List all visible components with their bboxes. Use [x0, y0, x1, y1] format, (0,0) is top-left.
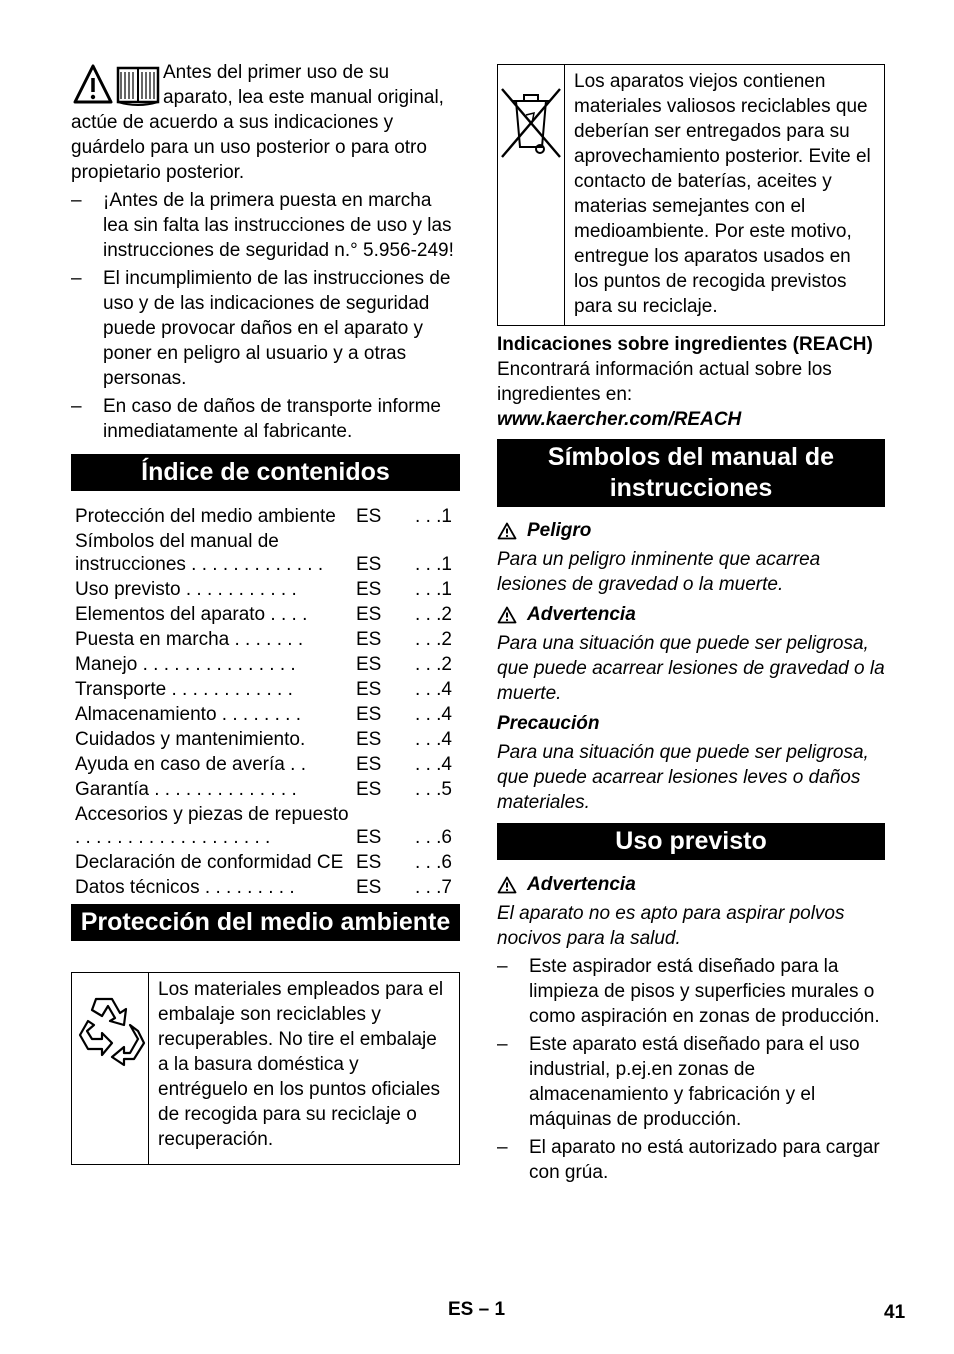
- toc-entry-lang: ES: [356, 779, 382, 800]
- list-item: – El aparato no está autorizado para cargar con grúa.: [497, 1135, 885, 1185]
- toc-entry-lang: ES: [356, 679, 382, 700]
- toc-entry-lang: ES: [356, 604, 382, 625]
- toc-entry[interactable]: [71, 578, 460, 603]
- list-item: – ¡Antes de la primera puesta en marcha lea sin falta las instrucciones de uso y las instrucciones de seguridad n.° 5.956-249!: [71, 188, 460, 263]
- toc-entry-page: . . .2: [415, 604, 452, 625]
- toc-entry-page: . . .2: [415, 654, 452, 675]
- use-warning-label-row: [497, 872, 885, 897]
- intro-block: [71, 60, 460, 185]
- toc-entry[interactable]: [71, 803, 460, 851]
- toc-entry-lang: ES: [356, 827, 382, 848]
- list-item: – El incumplimiento de las instrucciones de uso y de las indicaciones de seguridad puede provocar daños en el aparato y poner en peligro al usuario y a otras personas.: [71, 266, 460, 391]
- toc-entry-lang: ES: [356, 729, 382, 750]
- toc-entry-lang: ES: [356, 554, 382, 575]
- recycle-cell: [72, 973, 149, 1164]
- toc-table: [71, 505, 460, 901]
- toc-entry-page: . . .4: [415, 704, 452, 725]
- toc-entry-title: Puesta en marcha . . . . . . .: [75, 629, 304, 650]
- reach-title: Indicaciones sobre ingredientes (REACH): [497, 334, 873, 355]
- use-warning-text: El aparato no es apto para aspirar polvos nocivos para la salud.: [497, 903, 845, 949]
- toc-entry[interactable]: [71, 778, 460, 803]
- toc-entry-page: . . .4: [415, 679, 452, 700]
- caution-text: Para una situación que puede ser peligrosa, que puede acarrear lesiones leves o daños materiales.: [497, 742, 869, 813]
- toc-entry-title: Protección del medio ambiente: [75, 506, 336, 527]
- left-column: [71, 60, 460, 1165]
- toc-entry-title: Cuidados y mantenimiento.: [75, 729, 306, 750]
- danger-label-row: [497, 518, 885, 543]
- toc-entry-title: Transporte . . . . . . . . . . . .: [75, 679, 293, 700]
- toc-entry-lang: ES: [356, 629, 382, 650]
- toc-entry-title: Uso previsto . . . . . . . . . . .: [75, 579, 297, 600]
- toc-entry[interactable]: [71, 851, 460, 876]
- toc-entry-title: Accesorios y piezas de repuesto . . . . . . . . . . . . . . . . . . .: [75, 804, 349, 848]
- list-item: – Este aspirador está diseñado para la limpieza de pisos y superficies murales o como aspiración en zonas de producción.: [497, 954, 885, 1029]
- warning-triangle-icon: [497, 606, 517, 624]
- toc-entry-page: . . .4: [415, 754, 452, 775]
- toc-entry[interactable]: [71, 728, 460, 753]
- toc-entry-lang: ES: [356, 704, 382, 725]
- toc-heading: Índice de contenidos: [71, 454, 460, 491]
- toc-entry[interactable]: [71, 530, 460, 578]
- packaging-text: Los materiales empleados para el embalaje son reciclables y recuperables. No tire el embalaje a la basura doméstica y entréguelo en los puntos oficiales de recogida para su reciclaje o recuperación.: [158, 979, 444, 1150]
- toc-entry-page: . . .5: [415, 779, 452, 800]
- toc-entry[interactable]: [71, 628, 460, 653]
- toc-entry-title: Símbolos del manual de instrucciones . . . . . . . . . . . . .: [75, 531, 324, 575]
- toc-entry-title: Declaración de conformidad CE: [75, 852, 344, 873]
- right-column: [497, 64, 885, 1185]
- toc-entry-page: . . .7: [415, 877, 452, 898]
- list-item: – Este aparato está diseñado para el uso industrial, p.ej.en zonas de almacenamiento y fabricación y el máquinas de producción.: [497, 1032, 885, 1132]
- toc-entry-title: Manejo . . . . . . . . . . . . . . .: [75, 654, 296, 675]
- environment-heading: Protección del medio ambiente: [71, 904, 460, 941]
- intro-list: [71, 188, 460, 444]
- toc-entry-title: Garantía . . . . . . . . . . . . . .: [75, 779, 297, 800]
- toc-entry-lang: ES: [356, 754, 382, 775]
- use-warning-label: Advertencia: [527, 874, 636, 895]
- toc-entry-lang: ES: [356, 654, 382, 675]
- toc-entry[interactable]: [71, 505, 460, 530]
- toc-entry-page: . . .1: [415, 579, 452, 600]
- intended-use-heading: Uso previsto: [497, 823, 885, 860]
- warning-triangle-icon: [497, 522, 517, 540]
- warning-label-row: [497, 602, 885, 627]
- warning-manual-icon: [71, 62, 163, 108]
- toc-entry-title: Datos técnicos . . . . . . . . .: [75, 877, 295, 898]
- caution-label: Precaución: [497, 713, 600, 734]
- intro-text: Antes del primer uso de su aparato, lea este manual original, actúe de acuerdo a sus indicaciones y guárdelo para un uso posterior o para otro propietario posterior.: [71, 62, 444, 183]
- toc-entry-title: Elementos del aparato . . . .: [75, 604, 308, 625]
- footer-section-code: ES – 1: [448, 1299, 506, 1320]
- warning-triangle-icon: [497, 876, 517, 894]
- old-devices-text: Los aparatos viejos contienen materiales valiosos reciclables que deberían ser entregados para su aprovechamiento posterior. Evite el contacto de baterías, aceites y materias semejantes con el medioambiente. Por este motivo, entregue los aparatos usados en los puntos de recogida previstos para su reciclaje.: [574, 71, 871, 317]
- warning-text: Para una situación que puede ser peligrosa, que puede acarrear lesiones de gravedad o la muerte.: [497, 633, 885, 704]
- toc-entry[interactable]: [71, 678, 460, 703]
- list-item: – En caso de daños de transporte informe inmediatamente al fabricante.: [71, 394, 460, 444]
- toc-entry[interactable]: [71, 876, 460, 901]
- toc-entry-page: . . .2: [415, 629, 452, 650]
- toc-entry-lang: ES: [356, 852, 382, 873]
- footer-page-number: 41: [884, 1302, 906, 1323]
- warning-label: Advertencia: [527, 604, 636, 625]
- crossed-bin-icon: [498, 85, 564, 161]
- old-devices-box: [497, 64, 885, 326]
- toc-entry-title: Ayuda en caso de avería . .: [75, 754, 306, 775]
- intro-icons: [71, 62, 163, 108]
- danger-label: Peligro: [527, 520, 592, 541]
- intended-use-list: [497, 954, 885, 1185]
- reach-text: Encontrará información actual sobre los ingredientes en:: [497, 359, 832, 405]
- toc-entry-lang: ES: [356, 579, 382, 600]
- toc-entry-page: . . .4: [415, 729, 452, 750]
- symbols-heading: Símbolos del manual de instrucciones: [497, 439, 885, 507]
- toc-entry-page: . . .6: [415, 827, 452, 848]
- packaging-box: [71, 972, 460, 1165]
- toc-entry[interactable]: [71, 703, 460, 728]
- toc-entry-page: . . .1: [415, 554, 452, 575]
- toc-entry[interactable]: [71, 753, 460, 778]
- danger-text: Para un peligro inminente que acarrea lesiones de gravedad o la muerte.: [497, 549, 821, 595]
- toc-entry[interactable]: [71, 653, 460, 678]
- toc-entry-page: . . .6: [415, 852, 452, 873]
- reach-link[interactable]: www.kaercher.com/REACH: [497, 409, 742, 430]
- toc-entry[interactable]: [71, 603, 460, 628]
- toc-entry-page: . . .1: [415, 506, 452, 527]
- toc-entry-title: Almacenamiento . . . . . . . .: [75, 704, 301, 725]
- weee-cell: [498, 65, 565, 325]
- toc-entry-lang: ES: [356, 506, 382, 527]
- recycle-icon: [72, 991, 148, 1071]
- toc-entry-lang: ES: [356, 877, 382, 898]
